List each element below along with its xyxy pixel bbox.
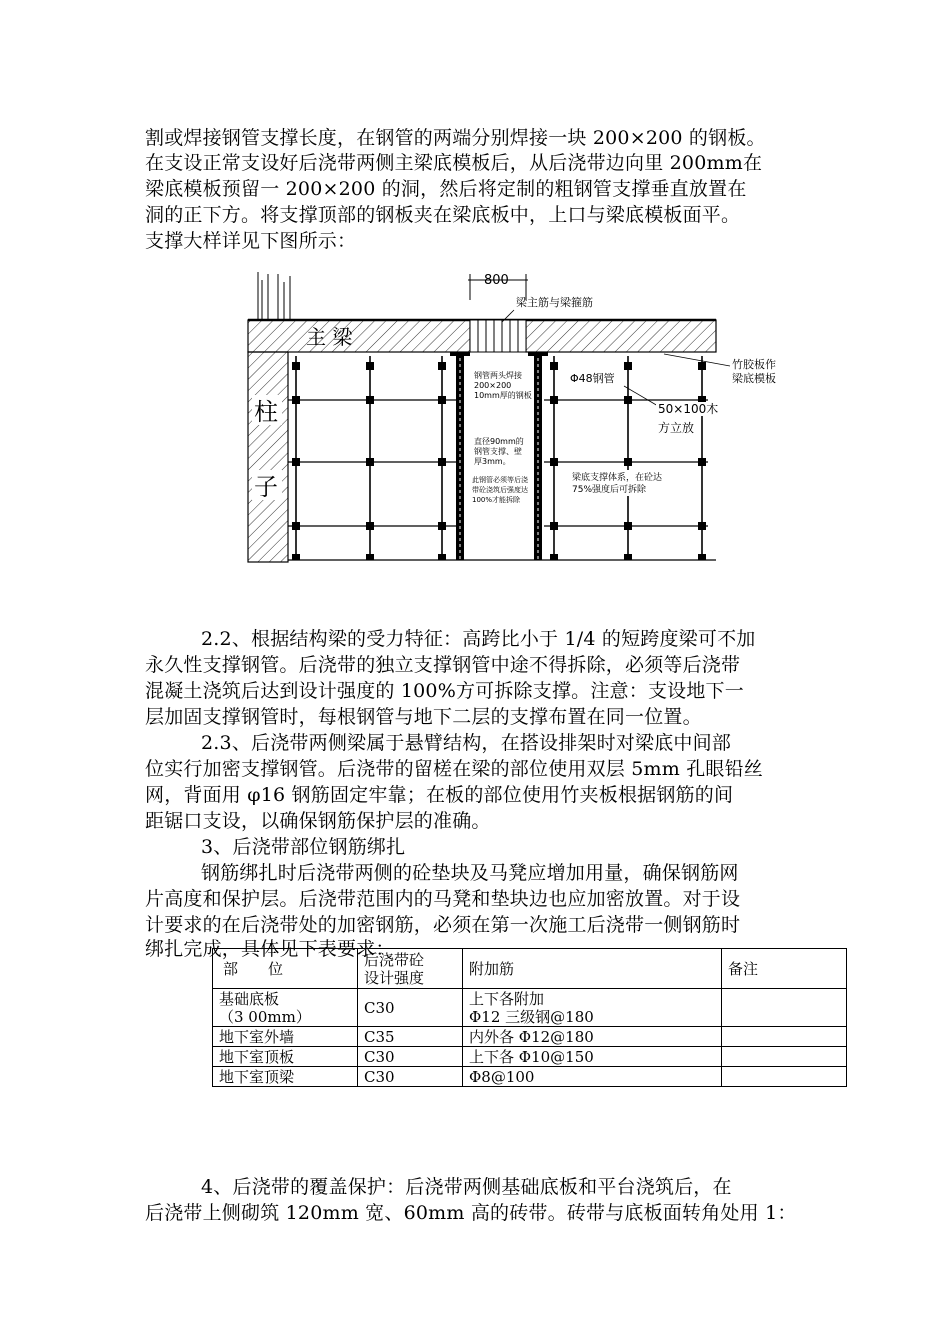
table-header-row [213,949,847,989]
text-line: 2.2、根据结构梁的受力特征：高跨比小于 1/4 的短跨度梁可不加 [201,628,756,650]
remove-label: 此钢管必须等后浇 [472,476,528,484]
cell-line: 上下各附加 [469,989,545,1008]
table-row [213,1027,847,1047]
table-header-cell: 部 位 [213,949,358,989]
support-label: 钢管支撑、壁 [474,447,522,456]
remove-label: 100%才能拆除 [472,496,521,504]
table-header-cell [358,949,463,989]
cell-line: Φ12 三级钢@180 [469,1007,594,1026]
dimension-label: 800 [484,273,509,288]
header-line: 设计强度 [364,968,425,987]
formwork-label: 梁底模板 [732,372,776,385]
text-line: 绑扎完成，具体见下表要求： [145,938,395,960]
table-row [213,989,847,1027]
text-line: 在支设正常支设好后浇带两侧主梁底模板后，从后浇带边向里 200mm在 [145,152,763,174]
table-header-cell: 附加筋 [463,949,722,989]
text-line: 割或焊接钢管支撑长度，在钢管的两端分别焊接一块 200×200 的钢板。 [145,127,766,149]
text-line: 洞的正下方。将支撑顶部的钢板夹在梁底板中，上口与梁底模板面平。 [145,204,741,226]
cell-line: （3 00mm） [219,1007,311,1026]
text-line: 钢筋绑扎时后浇带两侧的砼垫块及马凳应增加用量，确保钢筋网 [201,862,739,884]
table-row [213,1047,847,1067]
table-cell [213,989,358,1027]
table-cell [722,1027,847,1047]
text-line: 计要求的在后浇带处的加密钢筋，必须在第一次施工后浇带一侧钢筋时 [145,914,741,936]
table-cell: 地下室顶板 [213,1047,358,1067]
table-cell [722,1067,847,1087]
formwork-label: 竹胶板作 [732,358,776,371]
table-cell: 上下各 Φ10@150 [463,1047,722,1067]
cell-line: 基础底板 [219,989,280,1008]
table-cell: C30 [358,1067,463,1087]
text-line: 网，背面用 φ16 钢筋固定牢靠；在板的部位使用竹夹板根据钢筋的间 [145,784,734,806]
text-line: 层加固支撑钢管时，每根钢管与地下二层的支撑布置在同一位置。 [145,706,702,728]
text-line: 支撑大样详见下图所示： [145,230,357,252]
table-cell [722,1047,847,1067]
header-line: 后浇带砼 [364,950,425,969]
beam-label: 主 梁 [306,325,353,349]
table-cell: C30 [358,989,463,1027]
section-heading: 3、后浇带部位钢筋绑扎 [201,836,406,858]
table-cell: C35 [358,1027,463,1047]
text-line: 片高度和保护层。后浇带范围内的马凳和垫块边也应加密放置。对于设 [145,888,741,910]
text-line: 2.3、后浇带两侧梁属于悬臂结构，在搭设排架时对梁底中间部 [201,732,732,754]
rebar-label: 梁主筋与梁箍筋 [516,296,593,309]
table-cell: Φ8@100 [463,1067,722,1087]
beam-support-label: 75%强度后可拆除 [572,485,647,495]
support-detail-drawing [244,270,804,570]
remove-label: 带砼浇筑后强度达 [472,486,528,494]
wood-label: 50×100木 [658,402,719,416]
column-label: 柱 [254,398,278,426]
column-label: 子 [254,473,278,501]
table-row [213,1067,847,1087]
table-cell: 地下室外墙 [213,1027,358,1047]
support-label: 直径90mm的 [474,437,524,446]
table-cell: C30 [358,1047,463,1067]
table-cell: 地下室顶梁 [213,1067,358,1087]
pipe-label: Φ48钢管 [570,372,615,385]
text-line: 混凝土浇筑后达到设计强度的 100%方可拆除支撑。注意：支设地下一 [145,680,744,702]
rebar-requirements-table [212,948,847,1087]
text-line: 距锯口支设，以确保钢筋保护层的准确。 [145,810,491,832]
weld-label: 200×200 [474,381,512,390]
weld-label: 钢管两头焊接 [474,371,522,380]
text-line: 梁底模板预留一 200×200 的洞，然后将定制的粗钢管支撑垂直放置在 [145,178,747,200]
support-label: 厚3mm。 [474,457,511,466]
text-line: 4、后浇带的覆盖保护：后浇带两侧基础底板和平台浇筑后，在 [201,1176,732,1198]
text-line: 位实行加密支撑钢管。后浇带的留槎在梁的部位使用双层 5mm 孔眼铅丝 [145,758,764,780]
table-cell [463,989,722,1027]
text-line: 永久性支撑钢管。后浇带的独立支撑钢管中途不得拆除，必须等后浇带 [145,654,741,676]
weld-label: 10mm厚的钢板 [474,391,532,400]
table-cell: 内外各 Φ12@180 [463,1027,722,1047]
table-cell [722,989,847,1027]
table-header-cell: 备注 [722,949,847,989]
wood-label: 方立放 [658,421,695,435]
beam-support-label: 梁底支撑体系，在砼达 [572,473,663,483]
text-line: 后浇带上侧砌筑 120mm 宽、60mm 高的砖带。砖带与底板面转角处用 1： [145,1202,797,1224]
